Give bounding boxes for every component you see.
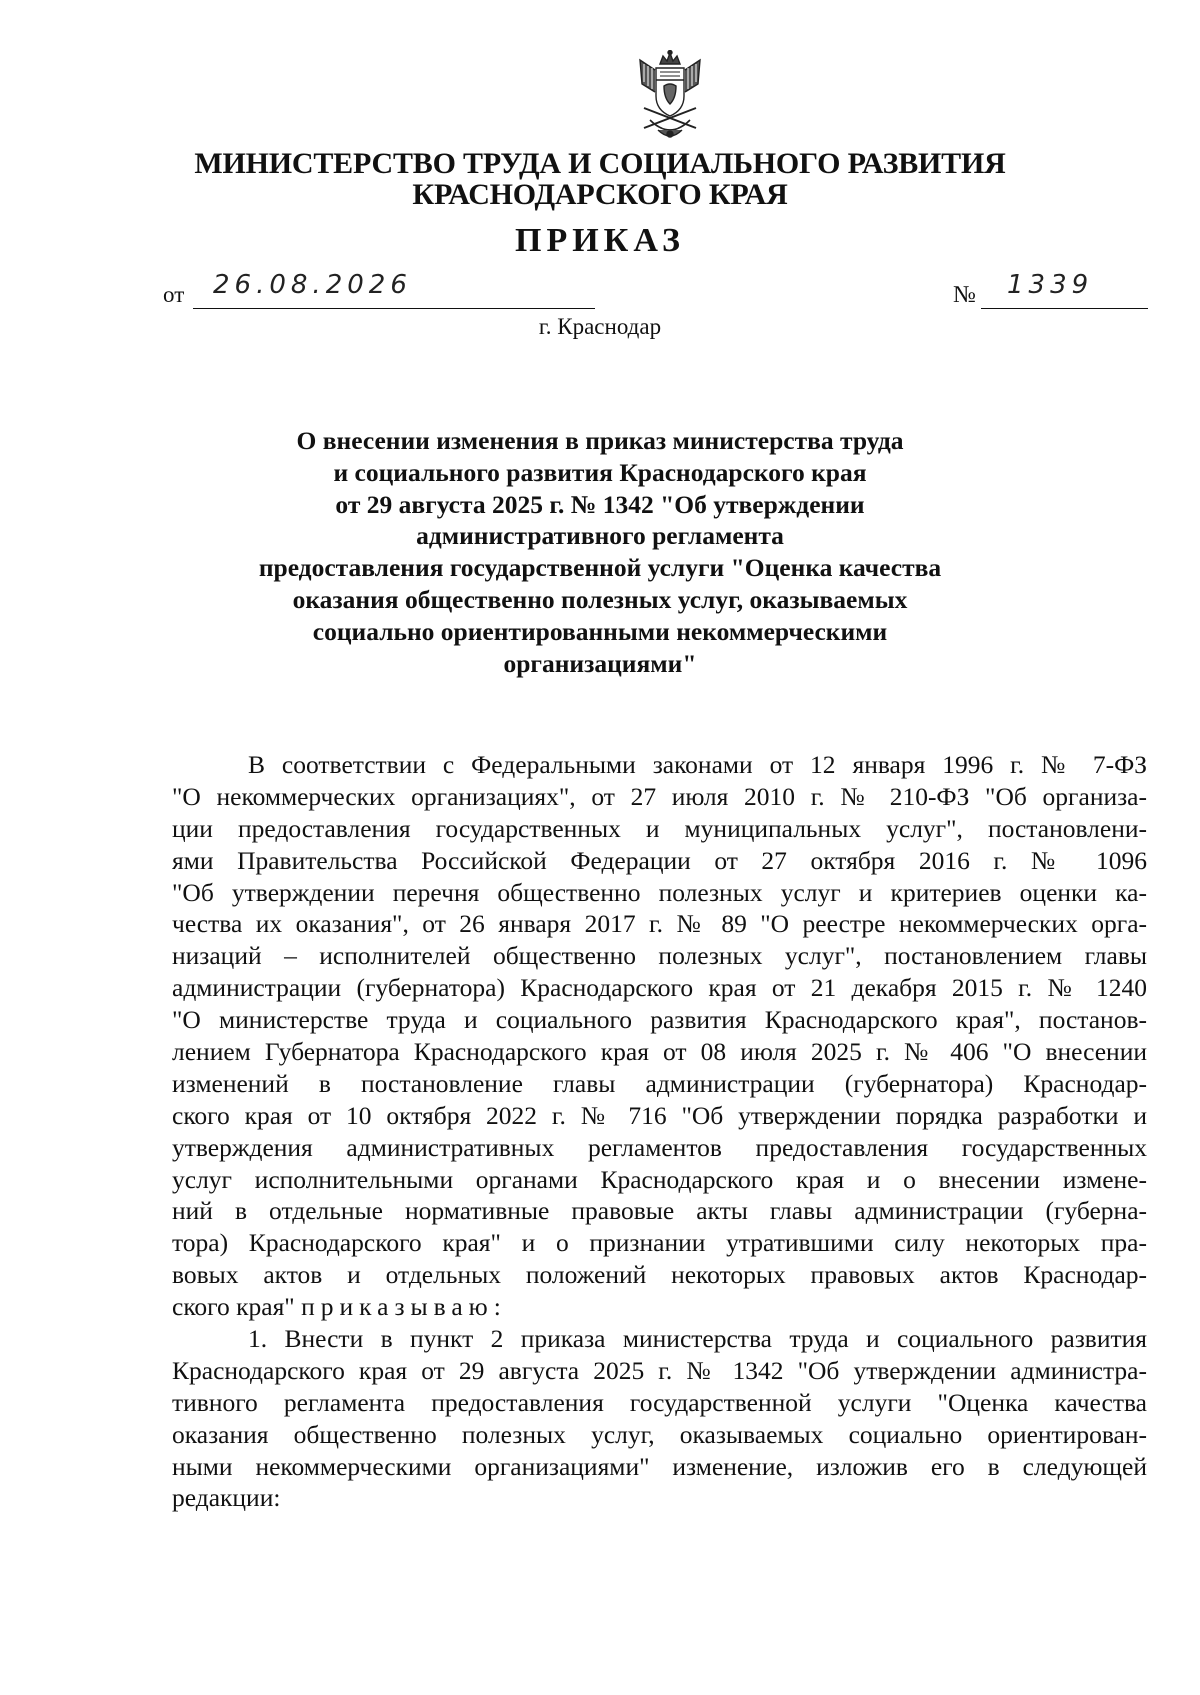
date-prefix: от [163,282,185,307]
subject-line: от 29 августа 2025 г. № 1342 "Об утверждении [335,489,865,519]
subject-line: организациями" [503,648,697,678]
preamble-line: изменений в постановление главы администрации (губернатора) Краснодар- [172,1068,1147,1098]
preamble-line: утверждения административных регламентов предоставления государственных [172,1132,1147,1162]
subject-line: О внесении изменения в приказ министерства труда [296,426,904,455]
item1-line: 1. Внести в пункт 2 приказа министерства труда и социального развития [248,1324,1147,1354]
preamble-line: лением Губернатора Краснодарского края от 08 июля 2025 г. № 406 "О внесении [172,1037,1147,1067]
preamble-line: тора) Краснодарского края" и о признании утратившими силу некоторых пра- [172,1228,1147,1258]
subject-line: и социального развития Краснодарского края [333,457,867,487]
item1-line: редакции: [172,1483,281,1513]
preamble-line: ями Правительства Российской Федерации от 27 октября 2016 г. № 1096 [172,845,1147,875]
ministry-name-line2: КРАСНОДАРСКОГО КРАЯ [412,178,788,211]
preamble-line: ского края от 10 октября 2022 г. № 716 "Об утверждении порядка разработки и [172,1100,1147,1130]
number-underline [981,308,1148,309]
preamble-line: администрации (губернатора) Краснодарского края от 21 декабря 2015 г. № 1240 [172,973,1147,1003]
preamble-line: услуг исполнительными органами Краснодарского края и о внесении измене- [172,1164,1147,1194]
subject-line: административного регламента [416,521,784,551]
coat-of-arms-emblem [630,50,710,144]
preamble-closing-line [172,1291,1147,1323]
city-name: г. Краснодар [538,314,662,339]
preamble-line: чества их оказания", от 26 января 2017 г. № 89 "О реестре некоммерческих орга- [172,909,1147,939]
ministry-name-line1: МИНИСТЕРСТВО ТРУДА И СОЦИАЛЬНОГО РАЗВИТИЯ [194,147,1006,180]
document-type-heading: ПРИКАЗ [515,222,685,259]
item1-line: тивного регламента предоставления государственной услуги "Оценка качества [172,1387,1147,1417]
item1-line: ными некоммерческими организациями" изменение, изложив его в следующей [172,1451,1147,1481]
preamble-line: "О министерстве труда и социального развития Краснодарского края", постанов- [172,1005,1147,1035]
preamble-last-text: ского края" [172,1292,295,1322]
preamble-line: В соответствии с Федеральными законами от 12 января 1996 г. № 7-ФЗ [248,750,1147,779]
subject-line: оказания общественно полезных услуг, оказываемых [292,584,908,614]
item1-line: Краснодарского края от 29 августа 2025 г. № 1342 "Об утверждении администра- [172,1355,1147,1385]
date-underline [193,308,595,309]
preamble-line: низаций – исполнителей общественно полезных услуг", постановлением главы [172,941,1147,971]
preamble-line: "О некоммерческих организациях", от 27 июля 2010 г. № 210-ФЗ "Об организа- [172,781,1147,811]
preamble-line: "Об утверждении перечня общественно полезных услуг и критериев оценки ка- [172,877,1147,907]
handwritten-number: 1339 [1007,270,1094,300]
item1-line: оказания общественно полезных услуг, оказываемых социально ориентирован- [172,1419,1147,1449]
number-prefix: № [953,282,976,308]
order-body [172,749,1147,1514]
preamble-line: ции предоставления государственных и муниципальных услуг", постановлени- [172,813,1147,843]
preamble-line: ний в отдельные нормативные правовые акты главы администрации (губерна- [172,1196,1147,1226]
order-word: приказываю: [301,1292,507,1322]
subject-line: социально ориентированными некоммерческими [312,616,888,646]
handwritten-date: 26.08.2026 [213,270,412,300]
preamble-line: вовых актов и отдельных положений некоторых правовых актов Краснодар- [172,1260,1147,1290]
subject-line: предоставления государственной услуги "Оценка качества [258,553,942,583]
order-subject-title [0,425,1200,679]
